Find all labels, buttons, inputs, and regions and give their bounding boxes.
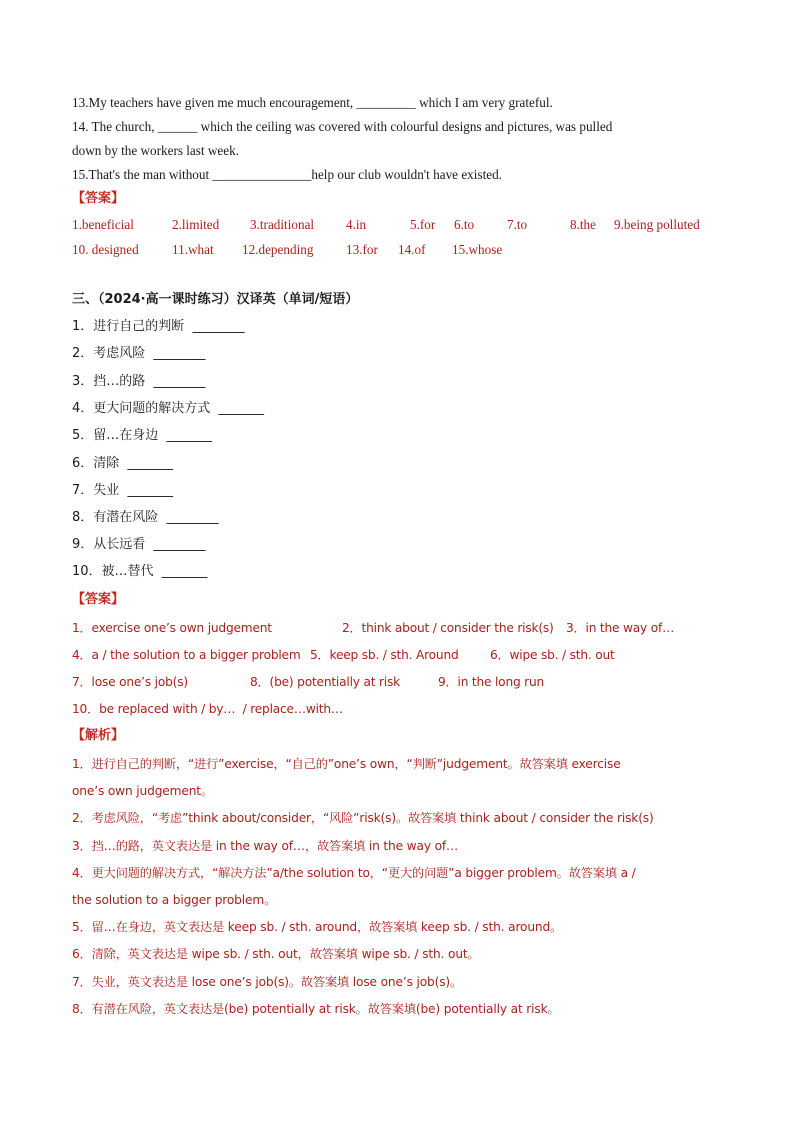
answer-item: 4.in (346, 217, 367, 232)
exercise-item: 9．从长远看 ________ (72, 537, 206, 552)
answer-item: 1.beneficial (72, 217, 134, 232)
answer-item: 15.whose (452, 242, 503, 257)
exercise-item: 8．有潜在风险 ________ (72, 510, 219, 525)
answer-item: 5.for (410, 217, 436, 232)
answer-item: 8.the (570, 217, 597, 232)
analysis-line: the solution to a bigger problem。 (72, 893, 277, 907)
exercise-item: 5．留…在身边 _______ (72, 428, 213, 443)
answer-item: 5．keep sb. / sth. Around (310, 648, 459, 662)
answer-item: 6．wipe sb. / sth. out (490, 648, 615, 662)
analysis-line: 3．挡…的路，英文表达是 in the way of…，故答案填 in the way of… (72, 839, 459, 853)
analysis-line: 8．有潜在风险，英文表达是(be) potentially at risk。故答案填(be) potentially at risk。 (72, 1002, 560, 1016)
answer-item: 9.being polluted (614, 217, 700, 232)
answer-item: 3．in the way of… (566, 621, 675, 635)
answer-item: 10. designed (72, 242, 139, 257)
exercise-item: 3．挡…的路 ________ (72, 374, 206, 389)
analysis-line: 6．清除，英文表达是 wipe sb. / sth. out，故答案填 wipe sb. / sth. out。 (72, 947, 480, 961)
answer-item: 8．(be) potentially at risk (250, 675, 400, 689)
answer-item: 3.traditional (250, 217, 315, 232)
analysis-heading: 【解析】 (72, 728, 125, 743)
answer-item: 4．a / the solution to a bigger problem (72, 648, 301, 662)
answer-item: 9．in the long run (438, 675, 545, 689)
question-13: 13.My teachers have given me much encouragement, _________ which I am very grateful. (72, 95, 553, 110)
exercise-item: 6．清除 _______ (72, 456, 174, 471)
answer-item: 14.of (398, 242, 426, 257)
analysis-line: one’s own judgement。 (72, 784, 213, 798)
answer-item: 11.what (172, 242, 214, 257)
answer-item: 13.for (346, 242, 378, 257)
question-14-cont: down by the workers last week. (72, 143, 240, 158)
answer-item: 6.to (454, 217, 475, 232)
analysis-line: 7．失业，英文表达是 lose one’s job(s)。故答案填 lose one’s job(s)。 (72, 975, 463, 989)
answer-item: 10．be replaced with / by… / replace…with… (72, 702, 343, 716)
answer-item: 2.limited (172, 217, 220, 232)
question-14: 14. The church, ______ which the ceiling was covered with colourful designs and pictures, was pulled (72, 119, 613, 134)
analysis-line: 2．考虑风险，“考虑”think about/consider，“风险”risk(s)。故答案填 think about / consider the risk(s) (72, 811, 654, 825)
analysis-line: 4．更大问题的解决方式，“解决方法”a/the solution to，“更大的问题”a bigger problem。故答案填 a / (72, 866, 636, 880)
exercise-item: 4．更大问题的解决方式 _______ (72, 401, 265, 416)
exercise-item: 7．失业 _______ (72, 483, 174, 498)
answer-item: 2．think about / consider the risk(s) (342, 621, 554, 635)
exercise-item: 2．考虑风险 ________ (72, 346, 206, 361)
analysis-line: 1．进行自己的判断，“进行”exercise，“自己的”one’s own，“判断”judgement。故答案填 exercise (72, 757, 621, 771)
answer-item: 7．lose one’s job(s) (72, 675, 188, 689)
answer-heading: 【答案】 (72, 191, 125, 206)
answer-item: 7.to (507, 217, 528, 232)
exercise-item: 10．被…替代 _______ (72, 564, 208, 579)
section-title: 三、（2024·高一课时练习）汉译英（单词/短语） (72, 292, 359, 307)
analysis-line: 5．留…在身边，英文表达是 keep sb. / sth. around，故答案填 keep sb. / sth. around。 (72, 920, 563, 934)
exercise-item: 1．进行自己的判断 ________ (72, 319, 245, 334)
answer-heading: 【答案】 (72, 592, 125, 607)
answer-item: 12.depending (242, 242, 314, 257)
answer-item: 1．exercise one’s own judgement (72, 621, 272, 635)
question-15: 15.That's the man without _______________help our club wouldn't have existed. (72, 167, 502, 182)
